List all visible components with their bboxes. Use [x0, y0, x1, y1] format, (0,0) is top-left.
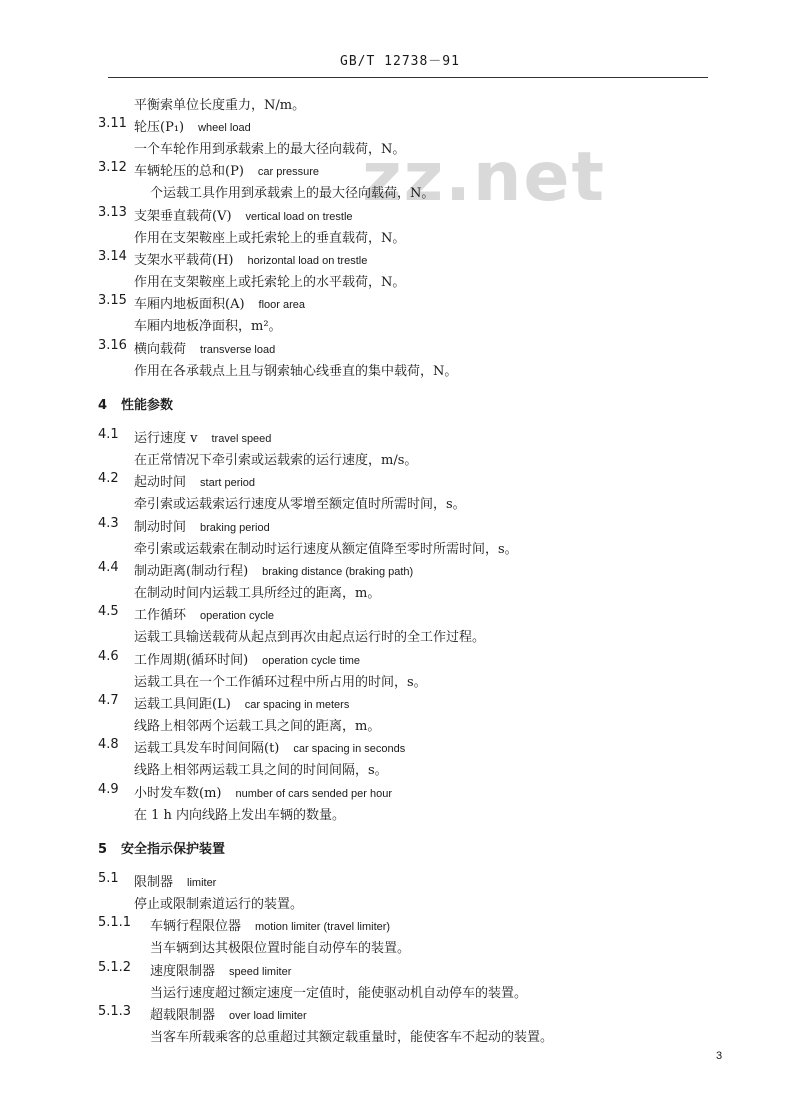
clause-number: 5.1.1 — [98, 915, 132, 930]
clause-number: 3.14 — [98, 249, 127, 264]
clause-term: 超载限制器 over load limiter — [150, 1008, 307, 1023]
clause-definition: 在 1 h 内向线路上发出车辆的数量。 — [134, 808, 346, 823]
clause-number: 4.3 — [98, 516, 119, 531]
clause-definition: 在制动时间内运载工具所经过的距离，m。 — [134, 586, 381, 601]
clause-term: 支架水平载荷(H) horizontal load on trestle — [134, 253, 368, 268]
clause-definition: 作用在支架鞍座上或托索轮上的垂直载荷，N。 — [134, 231, 406, 246]
header-rule — [108, 77, 708, 78]
clause-definition: 当客车所载乘客的总重超过其额定载重量时，能使客车不起动的装置。 — [150, 1030, 554, 1045]
section-heading: 4 性能参数 — [98, 398, 174, 413]
clause-definition: 作用在各承载点上且与钢索轴心线垂直的集中载荷，N。 — [134, 364, 458, 379]
section-heading: 5 安全指示保护装置 — [98, 842, 226, 857]
clause-number: 4.2 — [98, 471, 119, 486]
clause-definition: 个运载工具作用到承载索上的最大径向载荷，N。 — [150, 186, 435, 201]
watermark: zz.net — [362, 138, 607, 217]
clause-definition: 当运行速度超过额定速度一定值时，能使驱动机自动停车的装置。 — [150, 986, 528, 1001]
clause-term: 工作周期(循环时间) operation cycle time — [134, 653, 360, 668]
intro-line: 平衡索单位长度重力，N/m。 — [134, 98, 306, 113]
clause-term: 起动时间 start period — [134, 475, 256, 490]
clause-number: 4.7 — [98, 693, 119, 708]
clause-term: 支架垂直载荷(V) vertical load on trestle — [134, 209, 353, 224]
clause-definition: 当车辆到达其极限位置时能自动停车的装置。 — [150, 941, 411, 956]
clause-term: 限制器 limiter — [134, 875, 217, 890]
clause-number: 4.8 — [98, 737, 119, 752]
clause-term: 车厢内地板面积(A) floor area — [134, 297, 306, 312]
clause-definition: 运载工具输送载荷从起点到再次由起点运行时的全工作过程。 — [134, 630, 486, 645]
clause-definition: 牵引索或运载索在制动时运行速度从额定值降至零时所需时间，s。 — [134, 542, 518, 557]
clause-term: 横向载荷 transverse load — [134, 342, 276, 357]
clause-number: 5.1 — [98, 871, 119, 886]
clause-term: 速度限制器 speed limiter — [150, 964, 292, 979]
clause-definition: 线路上相邻两运载工具之间的时间间隔，s。 — [134, 763, 388, 778]
clause-term: 制动距离(制动行程) braking distance (braking path) — [134, 564, 414, 579]
clause-number: 3.11 — [98, 116, 127, 131]
standard-header: GB/T 12738－91 — [340, 54, 460, 69]
clause-number: 4.6 — [98, 649, 119, 664]
page-number: 3 — [716, 1050, 723, 1062]
clause-term: 车辆轮压的总和(P) car pressure — [134, 164, 320, 179]
clause-definition: 作用在支架鞍座上或托索轮上的水平载荷，N。 — [134, 275, 406, 290]
clause-definition: 运载工具在一个工作循环过程中所占用的时间，s。 — [134, 675, 427, 690]
clause-number: 4.1 — [98, 427, 119, 442]
clause-term: 运行速度 v travel speed — [134, 431, 272, 446]
clause-term: 制动时间 braking period — [134, 520, 270, 535]
clause-definition: 线路上相邻两个运载工具之间的距离，m。 — [134, 719, 381, 734]
clause-definition: 停止或限制索道运行的装置。 — [134, 897, 304, 912]
clause-term: 车辆行程限位器 motion limiter (travel limiter) — [150, 919, 391, 934]
clause-term: 工作循环 operation cycle — [134, 608, 275, 623]
clause-definition: 车厢内地板净面积，m²。 — [134, 319, 282, 334]
clause-definition: 在正常情况下牵引索或运载索的运行速度，m/s。 — [134, 453, 418, 468]
clause-term: 轮压(P₁) wheel load — [134, 120, 251, 135]
clause-term: 小时发车数(m) number of cars sended per hour — [134, 786, 393, 801]
clause-number: 3.12 — [98, 160, 127, 175]
clause-number: 5.1.2 — [98, 960, 132, 975]
clause-term: 运载工具间距(L) car spacing in meters — [134, 697, 350, 712]
clause-number: 3.13 — [98, 205, 127, 220]
clause-number: 4.4 — [98, 560, 119, 575]
clause-number: 5.1.3 — [98, 1004, 132, 1019]
clause-definition: 一个车轮作用到承载索上的最大径向载荷，N。 — [134, 142, 406, 157]
clause-definition: 牵引索或运载索运行速度从零增至额定值时所需时间，s。 — [134, 497, 466, 512]
clause-term: 运载工具发车时间间隔(t) car spacing in seconds — [134, 741, 406, 756]
clause-number: 3.15 — [98, 293, 127, 308]
clause-number: 4.9 — [98, 782, 119, 797]
clause-number: 4.5 — [98, 604, 119, 619]
clause-number: 3.16 — [98, 338, 127, 353]
